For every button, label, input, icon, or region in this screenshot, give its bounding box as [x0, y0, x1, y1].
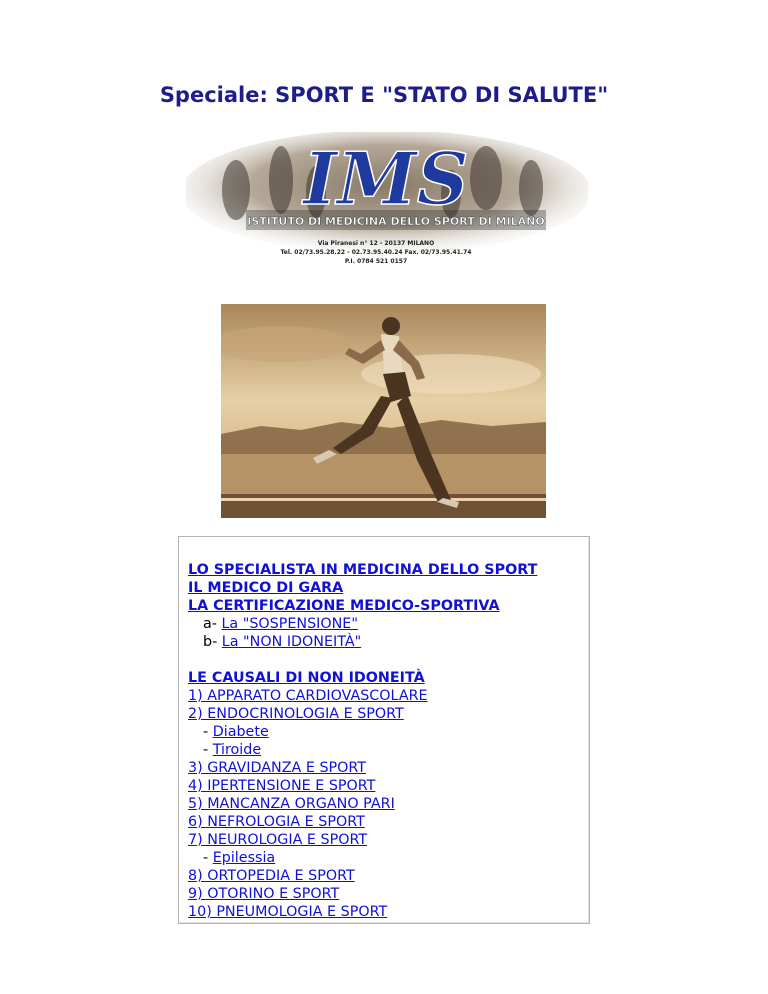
- toc-link-pneumologia[interactable]: 10) PNEUMOLOGIA E SPORT: [188, 904, 388, 920]
- logo-institute-name: ISTITUTO DI MEDICINA DELLO SPORT DI MILANO: [247, 215, 545, 228]
- toc-dash: -: [203, 850, 213, 866]
- toc-dash: -: [203, 724, 213, 740]
- toc-sub-prefix: b-: [203, 634, 222, 650]
- toc-link-epilessia[interactable]: Epilessia: [212, 850, 276, 866]
- toc-link-cardiovascolare[interactable]: 1) APPARATO CARDIOVASCOLARE: [188, 688, 428, 704]
- toc-list: [188, 561, 537, 921]
- toc-link-causali[interactable]: LE CAUSALI DI NON IDONEITÀ: [188, 670, 425, 686]
- toc-link-specialista[interactable]: LO SPECIALISTA IN MEDICINA DELLO SPORT: [188, 562, 538, 578]
- toc-link-certificazione[interactable]: LA CERTIFICAZIONE MEDICO-SPORTIVA: [188, 598, 500, 614]
- toc-link-sospensione[interactable]: La "SOSPENSIONE": [221, 616, 358, 632]
- toc-link-otorino[interactable]: 9) OTORINO E SPORT: [188, 886, 340, 902]
- toc-dash: -: [203, 742, 213, 758]
- toc-link-ipertensione[interactable]: 4) IPERTENSIONE E SPORT: [188, 778, 376, 794]
- toc-link-neurologia[interactable]: 7) NEUROLOGIA E SPORT: [188, 832, 368, 848]
- logo-address: Via Piranesi n° 12 - 20137 MILANO: [317, 240, 435, 247]
- page-title: Speciale: SPORT E "STATO DI SALUTE": [159, 83, 609, 107]
- toc-link-medico-gara[interactable]: IL MEDICO DI GARA: [188, 580, 344, 596]
- logo-vat: P.I. 0784 521 0157: [344, 258, 408, 265]
- logo-phones: Tel. 02/73.95.28.22 - 02.73.95.40.24 Fax. 02/73.95.41.74: [280, 249, 472, 256]
- runner-photo: [221, 304, 546, 518]
- ims-logo: [186, 132, 588, 272]
- toc-sub-prefix: a-: [203, 616, 222, 632]
- toc-link-organo-pari[interactable]: 5) MANCANZA ORGANO PARI: [188, 796, 395, 812]
- toc-link-non-idoneita[interactable]: La "NON IDONEITÀ": [221, 634, 362, 650]
- toc-link-ortopedia[interactable]: 8) ORTOPEDIA E SPORT: [188, 868, 355, 884]
- toc-link-endocrinologia[interactable]: 2) ENDOCRINOLOGIA E SPORT: [188, 706, 404, 722]
- toc-link-diabete[interactable]: Diabete: [212, 724, 269, 740]
- toc-link-tiroide[interactable]: Tiroide: [212, 742, 262, 758]
- toc-link-gravidanza[interactable]: 3) GRAVIDANZA E SPORT: [188, 760, 367, 776]
- logo-acronym: IMS: [303, 136, 469, 221]
- toc-link-nefrologia[interactable]: 6) NEFROLOGIA E SPORT: [188, 814, 365, 830]
- toc-box: [178, 536, 590, 924]
